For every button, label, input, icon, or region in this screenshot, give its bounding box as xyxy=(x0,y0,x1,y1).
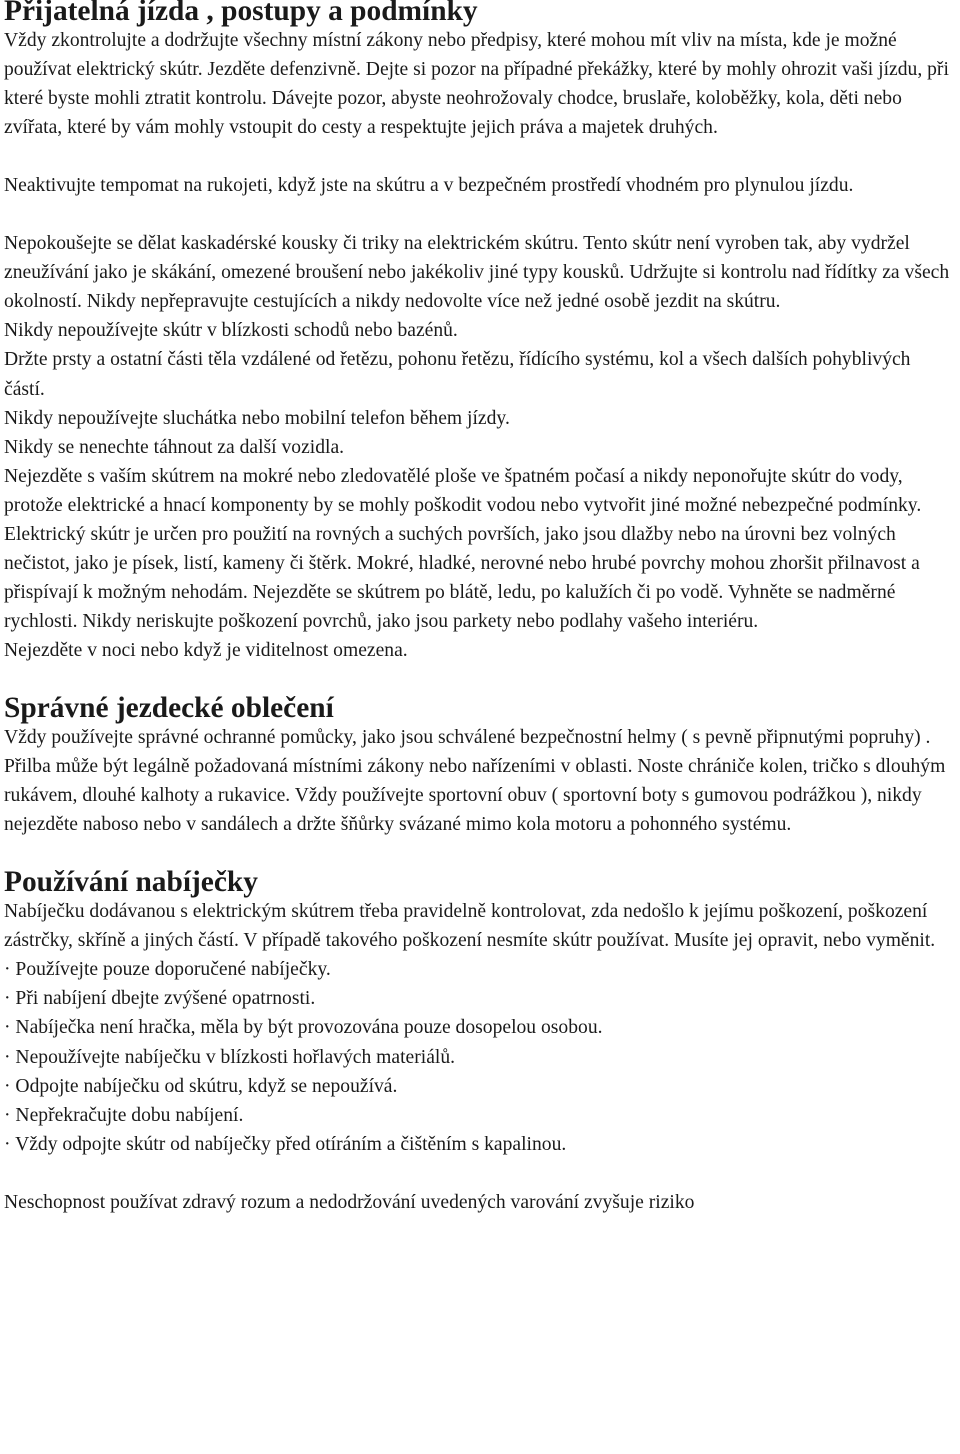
paragraph: Nejezděte s vaším skútrem na mokré nebo zledovatělé ploše ve špatném počasí a nikdy neponořujte skútr do vody, protože elektrické a hnací komponenty by se mohly poškodit vodou nebo vytvořit jiné možné nebezpečné podmínky. xyxy=(4,465,922,516)
paragraph: Nabíječku dodávanou s elektrickým skútrem třeba pravidelně kontrolovat, zda nedošlo k jejímu poškození, poškození zástrčky, skříně a jiných částí. V případě takového poškození nesmíte skútr používat. Musíte jej opravit, nebo vyměnit. xyxy=(4,901,936,952)
paragraph: Nikdy nepoužívejte sluchátka nebo mobilní telefon během jízdy. xyxy=(4,407,510,429)
paragraph: Elektrický skútr je určen pro použití na rovných a suchých površích, jako jsou dlažby nebo na úrovni bez volných nečistot, jako je písek, listí, kameny či štěrk. Mokré, hladké, nerovné nebo hrubé povrchy mohou zhoršit přilnavost a přispívají k možným nehodám. Nejezděte se skútrem po blátě, ledu, po kalužích či po vodě. Vyhněte se nadměrné rychlosti. Nikdy neriskujte poškození povrchů, jako jsou parkety nebo podlahy vašeho interiéru. xyxy=(4,523,920,632)
bullet-item: · Vždy odpojte skútr od nabíječky před otíráním a čištěním s kapalinou. xyxy=(4,1133,567,1155)
paragraph: Nikdy se nenechte táhnout za další vozidla. xyxy=(4,436,345,458)
document-page xyxy=(4,0,952,1217)
section-gap xyxy=(4,1159,952,1188)
bullet-item: · Nabíječka není hračka, měla by být provozována pouze dosopelou osobou. xyxy=(4,1017,603,1039)
paragraph: Vždy zkontrolujte a dodržujte všechny místní zákony nebo předpisy, které mohou mít vliv na místa, kde je možné používat elektrický skútr. Jezděte defenzivně. Dejte si pozor na případné překážky, které by mohly ohrozit vaši jízdu, při které byste mohli ztratit kontrolu. Dávejte pozor, abyste neohrožovaly chodce, bruslaře, koloběžky, kola, děti nebo zvířata, které by vám mohly vstoupit do cesty a respektujte jejich práva a majetek druhých. xyxy=(4,30,949,139)
paragraph-gap xyxy=(4,200,952,229)
section-title-clothing: Správné jezdecké oblečení xyxy=(4,691,334,724)
section-title-charger: Používání nabíječky xyxy=(4,866,258,899)
paragraph: Nejezděte v noci nebo když je viditelnost omezena. xyxy=(4,639,408,661)
bullet-item: · Nepřekračujte dobu nabíjení. xyxy=(4,1104,244,1126)
section-title-riding: Přijatelná jízda , postupy a podmínky xyxy=(4,0,478,27)
section-gap xyxy=(4,665,952,694)
paragraph: Neaktivujte tempomat na rukojeti, když jste na skútru a v bezpečném prostředí vhodném pro plynulou jízdu. xyxy=(4,175,854,197)
bullet-item: · Používejte pouze doporučené nabíječky. xyxy=(4,959,331,981)
paragraph: Nikdy nepoužívejte skútr v blízkosti schodů nebo bazénů. xyxy=(4,320,458,342)
paragraph-gap xyxy=(4,142,952,171)
section-gap xyxy=(4,839,952,868)
bullet-item: · Nepoužívejte nabíječku v blízkosti hořlavých materiálů. xyxy=(4,1046,456,1068)
bullet-item: · Při nabíjení dbejte zvýšené opatrnosti. xyxy=(4,988,316,1010)
paragraph: Nepokoušejte se dělat kaskadérské kousky či triky na elektrickém skútru. Tento skútr není vyroben tak, aby vydržel zneužívání jako je skákání, omezené broušení nebo jakékoliv jiné typy kousků. Udržujte si kontrolu nad řídítky za všech okolností. Nikdy nepřepravujte cestujících a nikdy nedovolte více než jedné osobě jezdit na skútru. xyxy=(4,233,950,313)
paragraph: Držte prsty a ostatní části těla vzdálené od řetězu, pohonu řetězu, řídícího systému, kol a všech dalších pohyblivých částí. xyxy=(4,349,911,400)
paragraph: Vždy používejte správné ochranné pomůcky, jako jsou schválené bezpečnostní helmy ( s pevně připnutými popruhy) . Přilba může být legálně požadovaná místními zákony nebo nařízeními v oblasti. Noste chrániče kolen, tričko s dlouhým rukávem, dlouhé kalhoty a rukavice. Vždy používejte sportovní obuv ( sportovní boty s gumovou podrážkou ), nikdy nejezděte naboso nebo v sandálech a držte šňůrky svázané mimo kola motoru a pohonného systému. xyxy=(4,727,946,836)
footer-text: Neschopnost používat zdravý rozum a nedodržování uvedených varování zvyšuje riziko xyxy=(4,1191,695,1213)
bullet-item: · Odpojte nabíječku od skútru, když se nepoužívá. xyxy=(4,1075,398,1097)
